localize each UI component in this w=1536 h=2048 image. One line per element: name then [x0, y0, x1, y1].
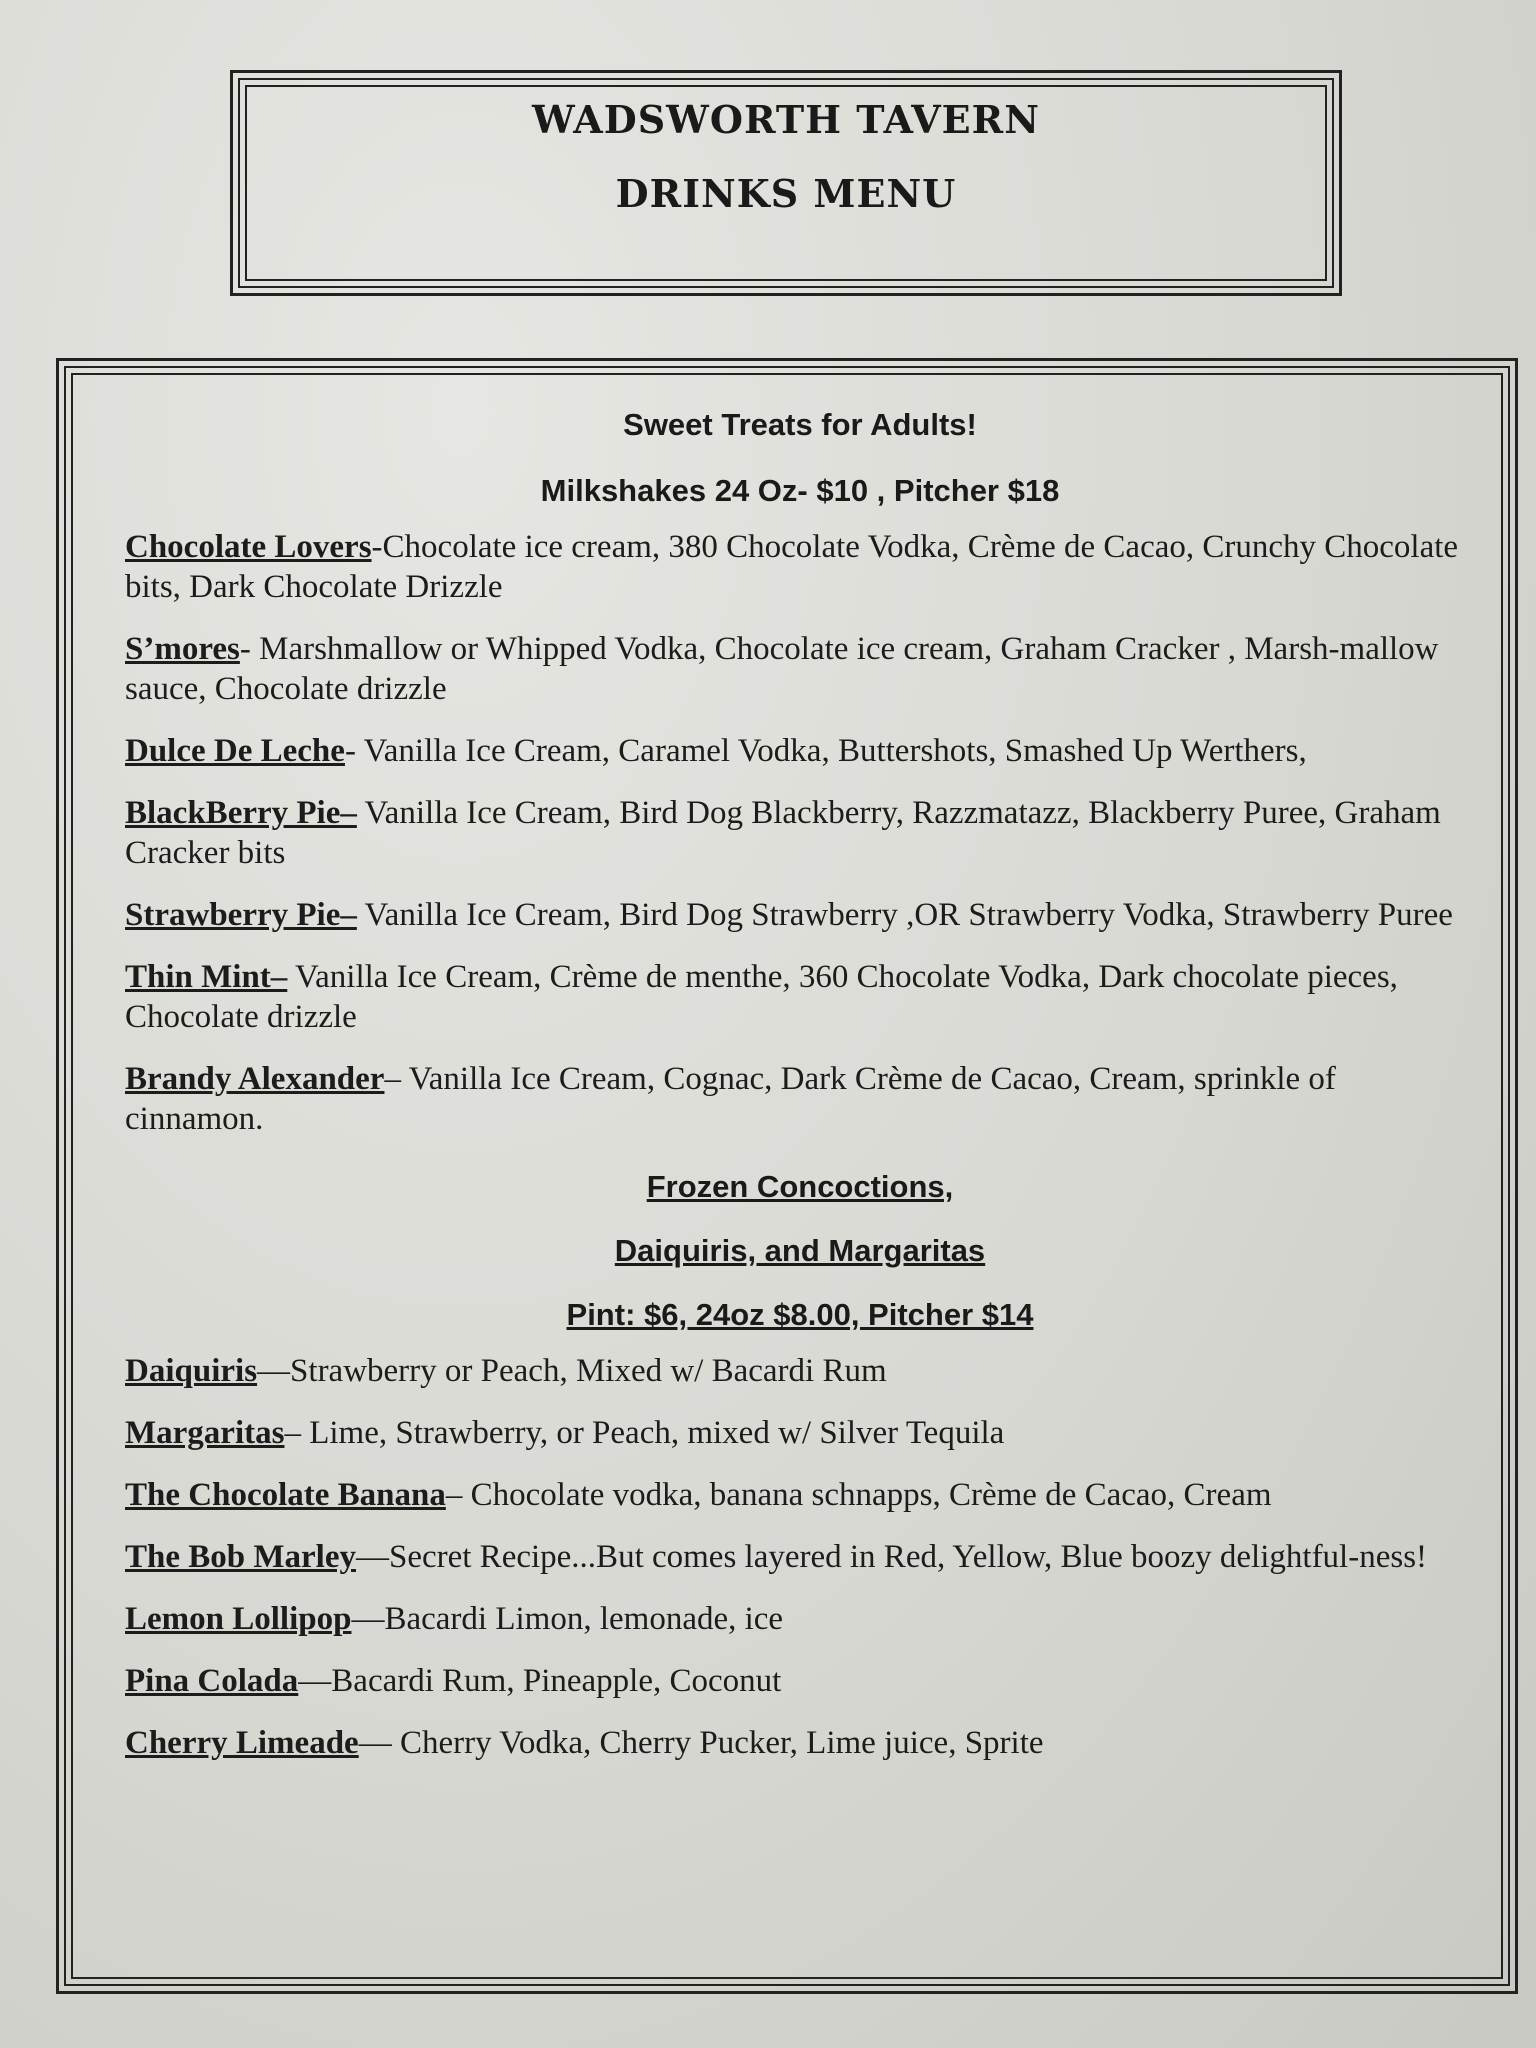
menu-item	[125, 1413, 1475, 1453]
item-name: Margaritas	[125, 1415, 285, 1451]
item-description: —Strawberry or Peach, Mixed w/ Bacardi Rum	[257, 1353, 887, 1389]
item-name: Thin Mint–	[125, 959, 288, 995]
item-description: —Secret Recipe...But comes layered in Red, Yellow, Blue boozy delightful-ness!	[355, 1539, 1428, 1575]
item-name: Chocolate Lovers	[125, 529, 372, 565]
item-name: Pina Colada	[125, 1663, 299, 1699]
menu-item	[125, 1351, 1475, 1391]
item-description: - Marshmallow or Whipped Vodka, Chocolate ice cream, Graham Cracker , Marsh-mallow sauce, Chocolate drizzle	[125, 631, 1439, 707]
section-frozen-title: Frozen Concoctions,	[646, 1169, 954, 1204]
item-name: The Bob Marley	[125, 1539, 356, 1575]
section-frozen-subtitle: Daiquiris, and Margaritas	[614, 1233, 986, 1268]
menu-header-box	[230, 70, 1342, 296]
menu-item	[125, 527, 1475, 607]
menu-item	[125, 793, 1475, 873]
section-frozen-prices: Pint: $6, 24oz $8.00, Pitcher $14	[566, 1297, 1034, 1332]
item-name: S’mores	[125, 631, 240, 667]
item-description: Vanilla Ice Cream, Bird Dog Strawberry ,OR Strawberry Vodka, Strawberry Puree	[356, 897, 1453, 933]
item-name: Daiquiris	[125, 1353, 258, 1389]
menu-item	[125, 1599, 1475, 1639]
item-description: Vanilla Ice Cream, Bird Dog Blackberry, Razzmatazz, Blackberry Puree, Graham Cracker bits	[125, 795, 1441, 871]
menu-item	[125, 731, 1475, 771]
item-description: — Cherry Vodka, Cherry Pucker, Lime juice, Sprite	[358, 1725, 1044, 1761]
item-description: —Bacardi Rum, Pineapple, Coconut	[298, 1663, 782, 1699]
menu-body-box	[56, 358, 1518, 1994]
item-description: - Vanilla Ice Cream, Caramel Vodka, Buttershots, Smashed Up Werthers,	[344, 733, 1307, 769]
menu-content	[125, 391, 1475, 1785]
tavern-name: WADSWORTH TAVERN	[532, 97, 1040, 142]
item-name: BlackBerry Pie–	[125, 795, 357, 831]
item-name: The Chocolate Banana	[125, 1477, 446, 1513]
item-description: —Bacardi Limon, lemonade, ice	[351, 1601, 784, 1637]
item-description: -Chocolate ice cream, 380 Chocolate Vodka, Crème de Cacao, Crunchy Chocolate bits, Dark Chocolate Drizzle	[125, 529, 1459, 605]
menu-title: DRINKS MENU	[615, 171, 957, 216]
item-description: – Chocolate vodka, banana schnapps, Crème de Cacao, Cream	[445, 1477, 1272, 1513]
menu-item	[125, 1661, 1475, 1701]
menu-item	[125, 629, 1475, 709]
frozen-list	[125, 1351, 1475, 1763]
menu-item	[125, 1475, 1475, 1515]
milkshake-list	[125, 527, 1475, 1139]
section-sweet-prices: Milkshakes 24 Oz- $10 , Pitcher $18	[540, 473, 1060, 508]
item-name: Brandy Alexander	[125, 1061, 385, 1097]
item-description: Vanilla Ice Cream, Crème de menthe, 360 Chocolate Vodka, Dark chocolate pieces, Chocolate drizzle	[125, 959, 1398, 1035]
item-name: Cherry Limeade	[125, 1725, 359, 1761]
menu-item	[125, 1723, 1475, 1763]
item-name: Lemon Lollipop	[125, 1601, 352, 1637]
item-name: Dulce De Leche	[125, 733, 345, 769]
menu-item	[125, 895, 1475, 935]
item-description: – Vanilla Ice Cream, Cognac, Dark Crème de Cacao, Cream, sprinkle of cinnamon.	[125, 1061, 1336, 1137]
item-name: Strawberry Pie–	[125, 897, 357, 933]
item-description: – Lime, Strawberry, or Peach, mixed w/ Silver Tequila	[284, 1415, 1005, 1451]
menu-item	[125, 1537, 1475, 1577]
menu-item	[125, 1059, 1475, 1139]
menu-item	[125, 957, 1475, 1037]
section-sweet-title: Sweet Treats for Adults!	[623, 407, 977, 442]
